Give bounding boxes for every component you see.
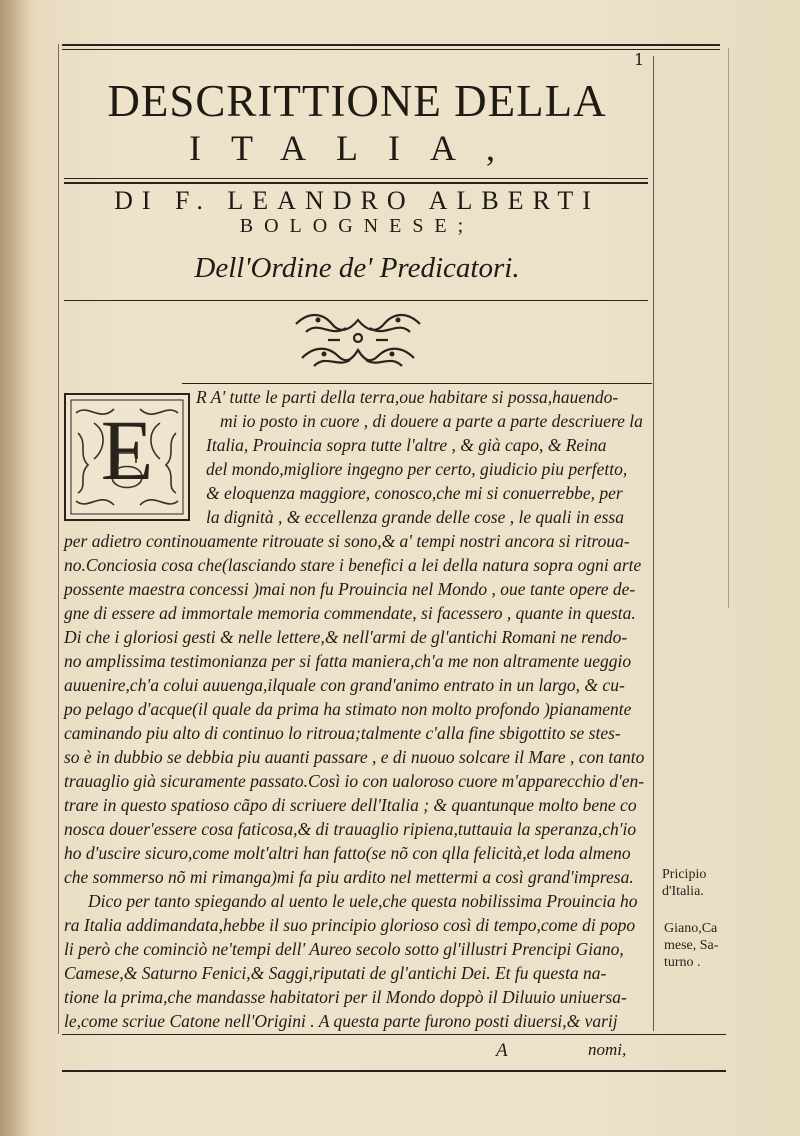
outer-border-right	[728, 48, 729, 608]
author-line-1: DI F. LEANDRO ALBERTI	[114, 186, 600, 215]
body-line: no amplissima testimonianza per si fatta maniera,ch'a me non altramente ueggio	[64, 651, 632, 671]
body-line: Italia, Prouincia sopra tutte l'altre , & già capo, & Reina	[206, 435, 607, 455]
body-line: nosca douer'essere cosa faticosa,& di trauaglio ripiena,tuttauia la speranza,ch'io	[64, 819, 637, 839]
fleuron-ornament-icon	[288, 310, 428, 372]
body-line: trauaglio già sicuramente passato.Così io con ualoroso cuore m'apparecchio d'en-	[64, 771, 645, 791]
signature-mark: A	[496, 1040, 508, 1061]
body-line: Di che i gloriosi gesti & nelle lettere,& nell'armi de gl'antichi Romani ne rendo-	[64, 627, 628, 647]
body-line: no.Conciosia cosa che(lasciando stare i benefici a lei della natura sopra ogni arte	[64, 555, 642, 575]
margin-note-giano	[664, 920, 718, 971]
body-line: po pelago d'acque(il quale da prima ha stimato non molto profondo )pianamente	[64, 699, 632, 719]
top-rule	[62, 44, 720, 46]
page-number: 1	[634, 50, 645, 69]
title-line-2: ITALIA,	[188, 128, 526, 168]
initial-letter: E	[100, 402, 154, 498]
text-border-right	[653, 56, 654, 1031]
body-line: del mondo,migliore ingegno per certo, giudicio piu perfetto,	[206, 459, 628, 479]
margin-note-line: Giano,Ca	[664, 921, 718, 936]
margin-note-line: d'Italia.	[662, 884, 704, 899]
body-line: Camese,& Saturno Fenici,& Saggi,riputati de gl'antichi Dei. Et fu questa na-	[64, 963, 607, 983]
order-line: Dell'Ordine de' Predicatori.	[194, 252, 520, 284]
body-line: so è in dubbio se debbia piu auanti passare , e di nuouo solcare il Mare , con tanto	[64, 747, 645, 767]
body-line: caminando piu alto di continuo lo ritroua;talmente c'alla fine sbigottito se stes-	[64, 723, 621, 743]
body-line: ra Italia addimandata,hebbe il suo principio glorioso così di tempo,come di popo	[64, 915, 636, 935]
body-rule	[182, 383, 652, 384]
title-rule-2	[64, 182, 648, 184]
body-line: R A' tutte le parti della terra,oue habitare si possa,hauendo-	[196, 387, 619, 407]
body-line: tione la prima,che mandasse habitatori per il Mondo doppò il Diluuio uniuersa-	[64, 987, 627, 1007]
margin-note-line: mese, Sa-	[664, 938, 719, 953]
page-border-left	[58, 44, 59, 1034]
order-rule	[64, 300, 648, 301]
body-line: trare in questo spatioso cãpo di scriuere dell'Italia ; & quantunque molto bene co	[64, 795, 637, 815]
body-line: possente maestra concessi )mai non fu Prouincia nel Mondo , oue tante opere de-	[64, 579, 636, 599]
body-line: le,come scriue Catone nell'Origini . A questa parte furono posti diuersi,& varij	[64, 1011, 618, 1031]
body-line: Dico per tanto spiegando al uento le uele,che questa nobilissima Prouincia ho	[88, 891, 638, 911]
top-rule-thin	[62, 49, 720, 50]
spine-shadow	[0, 0, 30, 1136]
body-line: che sommerso nõ mi rimanga)mi fa piu ardito nel mettermi a così grand'impresa.	[64, 867, 634, 887]
body-line: & eloquenza maggiore, conosco,che mi si conuerrebbe, per	[206, 483, 623, 503]
body-line: auuenire,ch'a colui auuenga,ilquale con grand'animo entrato in un largo, & cu-	[64, 675, 625, 695]
author-line-2: BOLOGNESE;	[239, 215, 475, 237]
decorated-initial-icon	[64, 393, 190, 521]
margin-note-line: Pricipio	[662, 867, 707, 882]
catchword: nomi,	[588, 1040, 627, 1059]
margin-note-principio	[662, 866, 706, 900]
title-line-1: DESCRITTIONE DELLA	[107, 76, 607, 126]
footer-rule	[62, 1070, 726, 1072]
body-line: ho d'uscire sicuro,come molt'altri han fatto(se nõ con qlla felicità,et loda almeno	[64, 843, 631, 863]
body-line: li però che cominciò ne'tempi dell' Aureo secolo sotto gl'illustri Prencipi Giano,	[64, 939, 624, 959]
title-rule	[64, 178, 648, 179]
body-line: mi io posto in cuore , di douere a parte a parte descriuere la	[220, 411, 643, 431]
body-line: la dignità , & eccellenza grande delle cose , le quali in essa	[206, 507, 624, 527]
body-line: per adietro continouamente ritrouate si sono,& a' tempi nostri ancora si ritroua-	[64, 531, 630, 551]
bottom-rule	[62, 1034, 726, 1035]
body-line: gne di essere ad immortale memoria commendate, si facessero , quante in questa.	[64, 603, 636, 623]
margin-note-line: turno .	[664, 955, 701, 970]
